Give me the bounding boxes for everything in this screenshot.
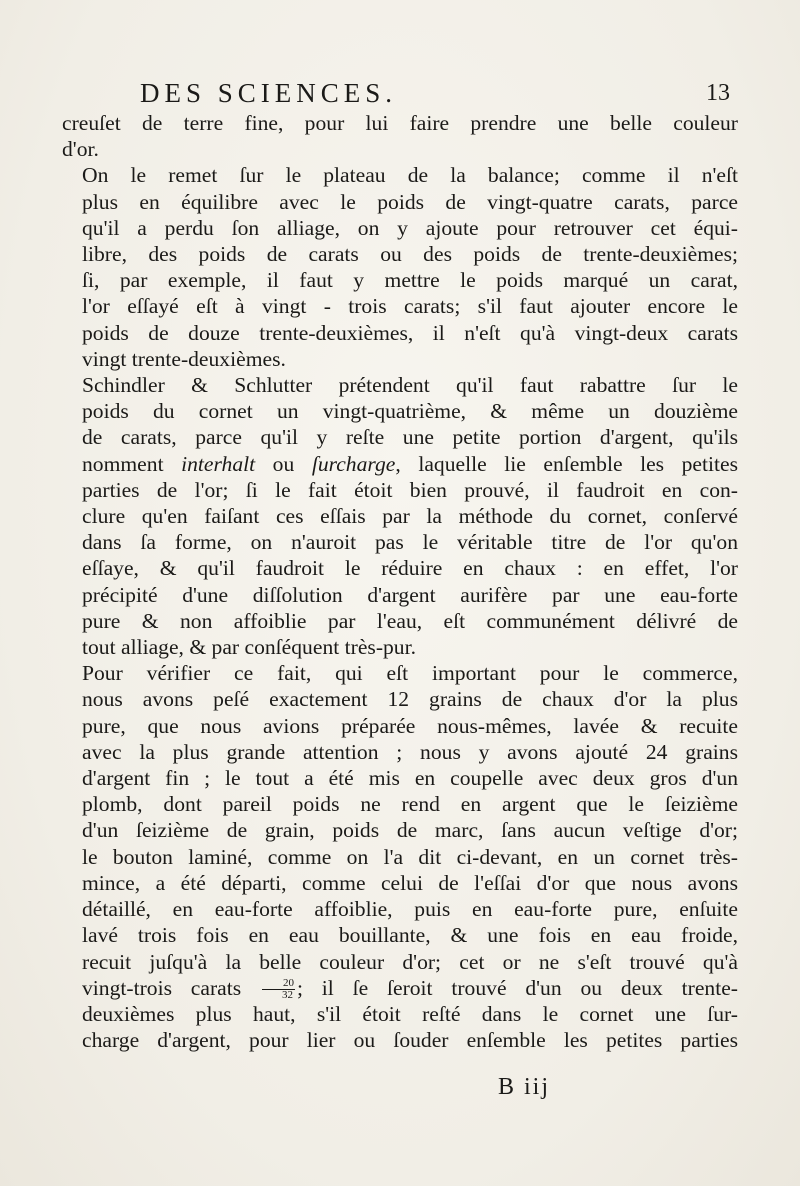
text-line: poids du cornet un vingt-quatrième, & même un douzième: [82, 399, 738, 424]
italic-term: ſurcharge: [311, 451, 396, 476]
text-line: plus en équilibre avec le poids de vingt-quatre carats, parce: [82, 189, 738, 214]
text-line: d'argent fin ; le tout a été mis en coupelle avec deux gros d'un: [82, 766, 738, 791]
fraction-denominator: 32: [281, 989, 293, 1002]
text-line: libre, des poids de carats ou des poids de trente-deuxièmes;: [82, 242, 738, 267]
text-line: [62, 975, 738, 1002]
text-line: recuit juſqu'à la belle couleur d'or; cet or ne s'eſt trouvé qu'à: [82, 949, 738, 974]
text-line: tout alliage, & par conſéquent très-pur.: [82, 635, 416, 660]
text-line: détaillé, en eau-forte affoiblie, puis en eau-forte pure, enſuite: [82, 897, 738, 922]
text-fragment: nomment: [82, 451, 182, 476]
text-line: [62, 451, 738, 477]
fraction-numerator: 20: [262, 978, 295, 990]
text-line: ſi, par exemple, il faut y mettre le poids marqué un carat,: [82, 268, 738, 293]
text-line: poids de douze trente-deuxièmes, il n'eſt qu'à vingt-deux carats: [82, 320, 738, 345]
text-line: dans ſa forme, on n'auroit pas le véritable titre de l'or qu'on: [82, 530, 738, 555]
text-fragment: , laquelle lie enſemble les petites: [395, 451, 738, 476]
text-line: clure qu'en faiſant ces eſſais par la méthode du cornet, conſervé: [82, 504, 738, 529]
text-line: nous avons peſé exactement 12 grains de chaux d'or la plus: [82, 687, 738, 712]
text-line: deuxièmes plus haut, s'il étoit reſté dans le cornet une ſur-: [82, 1002, 738, 1027]
text-line: mince, a été départi, comme celui de l'eſſai d'or que nous avons: [82, 870, 738, 895]
page-number: 13: [706, 80, 730, 106]
paragraph: [62, 372, 738, 660]
text-line: eſſaye, & qu'il faudroit le réduire en chaux : en effet, l'or: [82, 556, 738, 581]
paragraph: [62, 162, 738, 372]
text-fragment: ; il ſe ſeroit trouvé d'un ou deux trente-: [296, 975, 738, 1000]
text-fragment: ou: [255, 451, 312, 476]
text-line: qu'il a perdu ſon alliage, on y ajoute pour retrouver cet équi-: [82, 215, 738, 240]
text-line: pure, que nous avions préparée nous-mêmes, lavée & recuite: [82, 713, 738, 738]
text-fragment: vingt-trois carats: [82, 975, 260, 1000]
text-line: de carats, parce qu'il y reſte une petite portion d'argent, qu'ils: [82, 425, 738, 450]
text-line: plomb, dont pareil poids ne rend en argent que le ſeizième: [82, 792, 738, 817]
text-line: vingt trente-deuxièmes.: [82, 346, 286, 371]
text-line: parties de l'or; ſi le fait étoit bien prouvé, il faudroit en con-: [82, 477, 738, 502]
text-line: charge d'argent, pour lier ou ſouder enſemble les petites parties: [82, 1028, 738, 1053]
text-line: d'un ſeizième de grain, poids de marc, ſans aucun veſtige d'or;: [82, 818, 738, 843]
signature-mark: B iij: [498, 1074, 551, 1100]
text-line: avec la plus grande attention ; nous y avons ajouté 24 grains: [82, 739, 738, 764]
text-line: Schindler & Schlutter prétendent qu'il faut rabattre ſur le: [82, 373, 738, 398]
text-line: le bouton laminé, comme on l'a dit ci-devant, en un cornet très-: [82, 844, 738, 869]
text-line: lavé trois fois en eau bouillante, & une fois en eau froide,: [82, 923, 738, 948]
text-line: creuſet de terre fine, pour lui faire prendre une belle couleur: [62, 111, 738, 135]
body-text: [62, 110, 738, 1054]
paragraph: [62, 110, 738, 162]
running-title: DES SCIENCES.: [140, 78, 398, 108]
text-line: pure & non affoiblie par l'eau, eſt communément délivré de: [82, 608, 738, 633]
page-header: [80, 78, 730, 112]
text-line: Pour vérifier ce fait, qui eſt important pour le commerce,: [82, 661, 738, 686]
text-line: d'or.: [62, 137, 99, 162]
text-line: précipité d'une diſſolution d'argent aurifère par une eau-forte: [82, 582, 738, 607]
fraction: [262, 978, 295, 1001]
paragraph: [62, 660, 738, 1053]
italic-term: interhalt: [181, 451, 256, 476]
text-line: l'or eſſayé eſt à vingt - trois carats; s'il faut ajouter encore le: [82, 294, 738, 319]
text-line: On le remet ſur le plateau de la balance; comme il n'eſt: [82, 163, 738, 188]
